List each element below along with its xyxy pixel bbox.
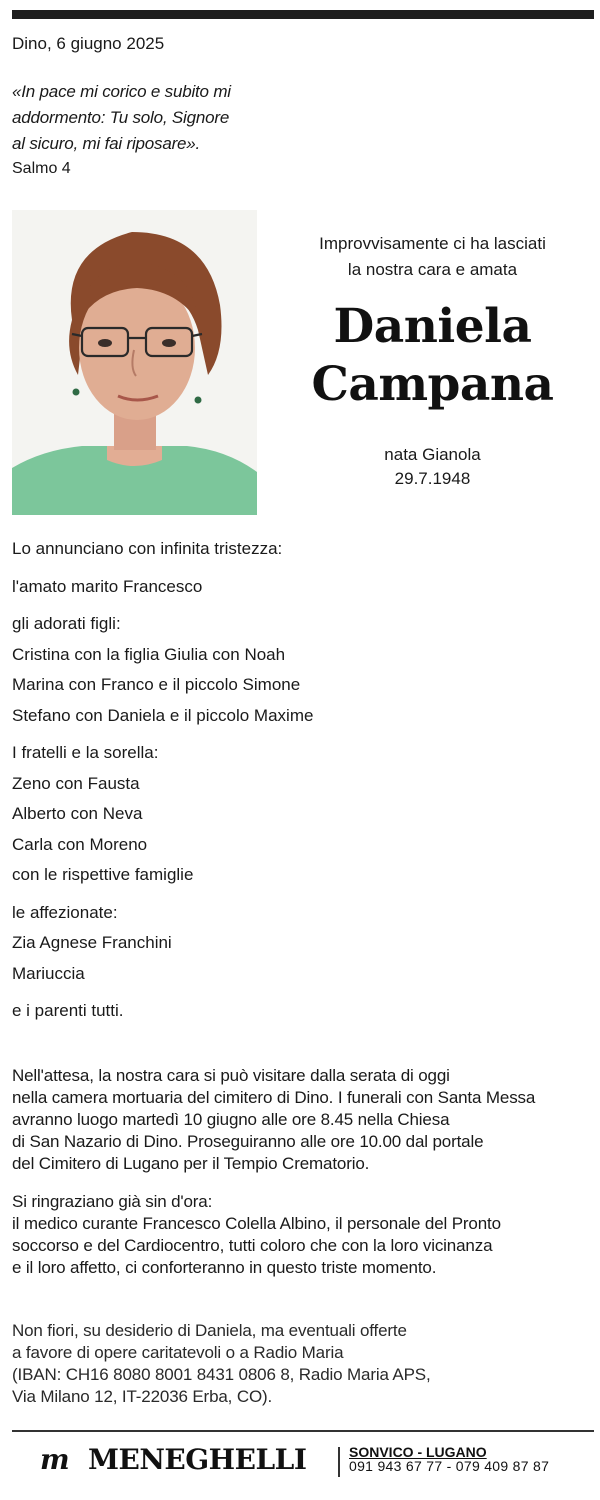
portrait-illustration xyxy=(12,210,257,515)
portrait-photo xyxy=(12,210,257,515)
list-gap xyxy=(12,896,592,903)
family-line: Marina con Franco e il piccolo Simone xyxy=(12,675,301,694)
quote-source: Salmo 4 xyxy=(12,160,71,177)
company-logo-mark: m xyxy=(40,1443,70,1476)
text-line: avranno luogo martedì 10 giugno alle ore 8.45 nella Chiesa xyxy=(12,1110,450,1129)
text-line: di San Nazario di Dino. Proseguiranno alle ore 10.00 dal portale xyxy=(12,1132,484,1151)
text-line: soccorso e del Cardiocentro, tutti coloro che con la loro vicinanza xyxy=(12,1236,493,1255)
family-line: Cristina con la figlia Giulia con Noah xyxy=(12,644,286,664)
text-line: il medico curante Francesco Colella Albino, il personale del Pronto xyxy=(12,1214,501,1233)
list-gap xyxy=(12,607,592,614)
deceased-last-name: Campana xyxy=(311,357,554,412)
intro-line: Improvvisamente ci ha lasciati xyxy=(319,234,546,253)
family-line: Stefano con Daniela e il piccolo Maxime xyxy=(12,705,314,725)
birth-info xyxy=(300,443,565,491)
family-line: e i parenti tutti. xyxy=(12,1001,124,1020)
list-gap xyxy=(12,736,592,743)
text-line: Nell'attesa, la nostra cara si può visitare dalla serata di oggi xyxy=(12,1066,450,1085)
donation-paragraph xyxy=(12,1320,572,1408)
maiden-name: nata Gianola xyxy=(384,445,481,464)
family-list xyxy=(12,539,592,1032)
quote-line: addormento: Tu solo, Signore xyxy=(12,108,230,127)
funeral-details xyxy=(12,1065,597,1175)
company-name: MENEGHELLI xyxy=(88,1443,307,1476)
company-phones: 091 943 67 77 - 079 409 87 87 xyxy=(349,1458,550,1474)
family-line: Alberto con Neva xyxy=(12,804,143,823)
family-line: le affezionate: xyxy=(12,902,118,922)
deceased-first-name: Daniela xyxy=(333,299,532,354)
deceased-name xyxy=(300,298,565,414)
family-line: I fratelli e la sorella: xyxy=(12,743,159,762)
quote-line: al sicuro, mi fai riposare». xyxy=(12,134,201,153)
announcement-intro xyxy=(300,231,565,283)
family-line: Mariuccia xyxy=(12,963,85,983)
quote-line: «In pace mi corico e subito mi xyxy=(12,82,231,101)
birth-date: 29.7.1948 xyxy=(394,469,471,488)
text-line: Si ringraziano già sin d'ora: xyxy=(12,1192,213,1211)
family-line: Lo annunciano con infinita tristezza: xyxy=(12,539,283,558)
footer-divider xyxy=(338,1447,340,1477)
text-line: Non fiori, su desiderio di Daniela, ma eventuali offerte xyxy=(12,1321,407,1340)
text-line: del Cimitero di Lugano per il Tempio Crematorio. xyxy=(12,1154,370,1173)
family-line: Zia Agnese Franchini xyxy=(12,933,172,952)
text-line: e il loro affetto, ci conforteranno in questo triste momento. xyxy=(12,1258,437,1277)
family-line: Carla con Moreno xyxy=(12,834,148,854)
family-line: Zeno con Fausta xyxy=(12,773,140,793)
psalm-quote xyxy=(12,79,282,157)
company-location: SONVICO - LUGANO xyxy=(349,1444,487,1460)
thanks-paragraph xyxy=(12,1191,597,1279)
list-gap xyxy=(12,994,592,1001)
intro-line: la nostra cara e amata xyxy=(347,260,518,279)
dateline: Dino, 6 giugno 2025 xyxy=(12,34,165,53)
list-gap xyxy=(12,570,592,577)
text-line: Via Milano 12, IT-22036 Erba, CO). xyxy=(12,1387,273,1406)
top-rule xyxy=(12,10,594,19)
funeral-home-footer xyxy=(12,1437,594,1489)
footer-rule xyxy=(12,1430,594,1432)
text-line: (IBAN: CH16 8080 8001 8431 0806 8, Radio Maria APS, xyxy=(12,1365,431,1384)
family-line: l'amato marito Francesco xyxy=(12,576,203,596)
text-line: a favore di opere caritatevoli o a Radio Maria xyxy=(12,1343,344,1362)
family-line: gli adorati figli: xyxy=(12,614,121,633)
family-line: con le rispettive famiglie xyxy=(12,865,194,884)
text-line: nella camera mortuaria del cimitero di Dino. I funerali con Santa Messa xyxy=(12,1088,536,1107)
